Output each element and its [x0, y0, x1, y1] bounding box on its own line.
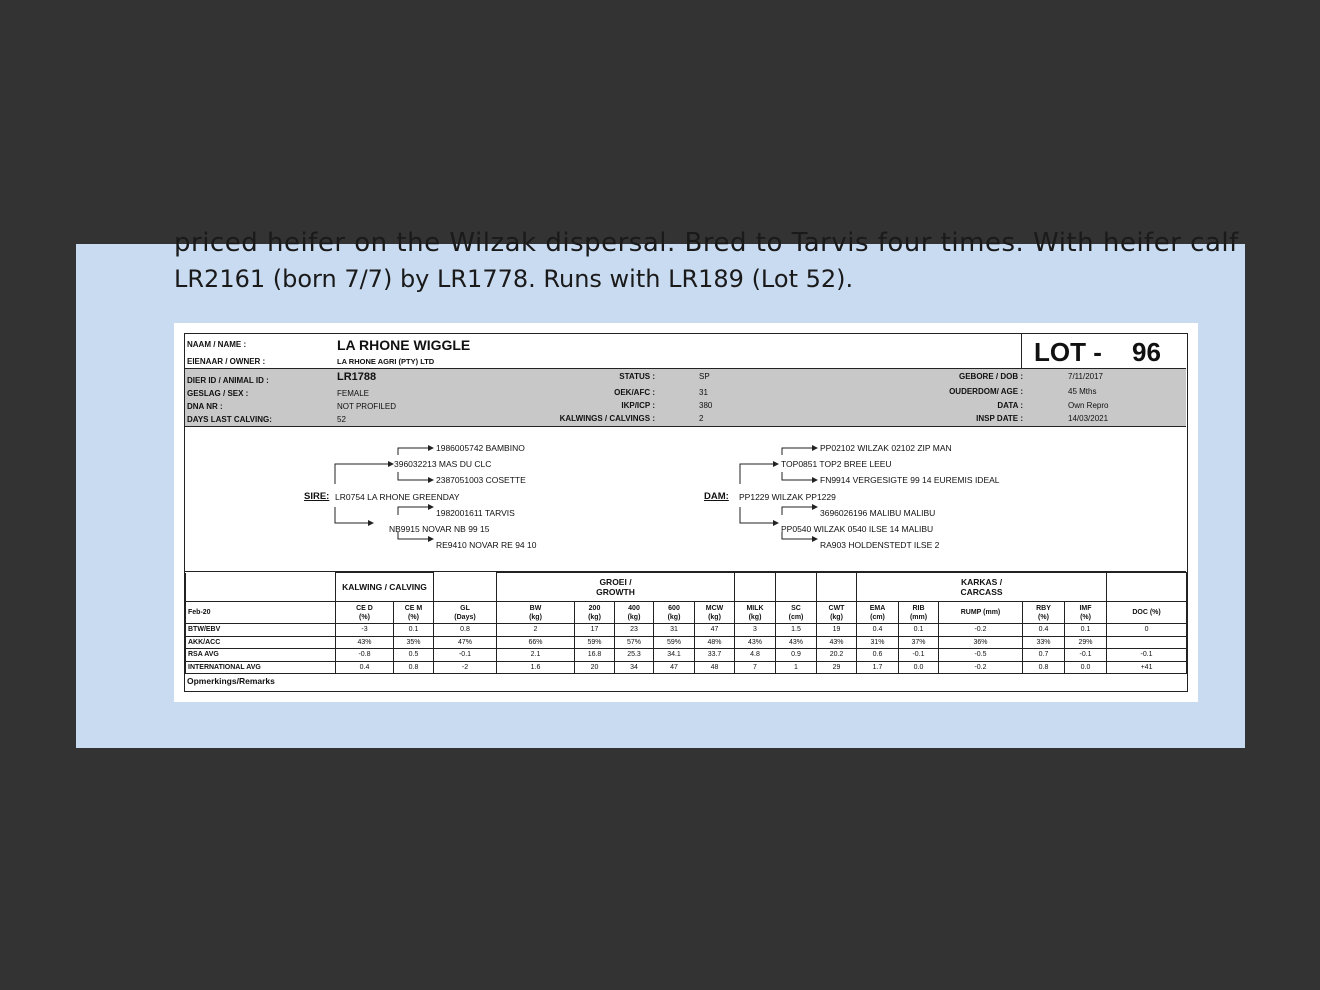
dam-dam-sire: 3696026196 MALIBU MALIBU	[820, 508, 936, 518]
status-label: STATUS :	[619, 372, 655, 381]
column-header	[1023, 602, 1065, 624]
table-cell: 29	[817, 661, 857, 674]
name-label: NAAM / NAME :	[187, 340, 247, 349]
table-cell: 16.8	[575, 649, 615, 662]
column-header-name: MILK	[746, 604, 764, 612]
table-cell: 33.7	[695, 649, 735, 662]
table-cell: 48%	[695, 636, 735, 649]
table-cell: 43%	[735, 636, 776, 649]
insp-date-value: 14/03/2021	[1068, 414, 1109, 423]
lot-label: LOT -	[1034, 337, 1102, 367]
column-header	[394, 602, 434, 624]
table-cell: 31%	[857, 636, 899, 649]
table-cell: 0	[1107, 624, 1187, 637]
animal-id-label: DIER ID / ANIMAL ID :	[187, 376, 269, 385]
table-cell: -0.1	[1065, 649, 1107, 662]
table-cell: 2	[497, 624, 575, 637]
column-header-name: RBY	[1036, 604, 1051, 612]
table-cell: 1	[776, 661, 817, 674]
age-value: 45 Mths	[1068, 387, 1097, 396]
column-header	[1107, 602, 1187, 624]
column-header-name: 200	[588, 604, 601, 612]
column-header-unit: (mm)	[909, 613, 928, 621]
column-header-unit: (kg)	[588, 613, 601, 621]
column-header-unit: (kg)	[748, 613, 762, 621]
animal-name: LA RHONE WIGGLE	[337, 337, 471, 353]
column-header	[735, 602, 776, 624]
row-label: AKK/ACC	[186, 636, 336, 649]
carcass-header-line2: CARCASS	[960, 587, 1003, 597]
age-label: OUDERDOM/ AGE :	[949, 387, 1023, 396]
table-cell: 25.3	[615, 649, 654, 662]
table-cell: 34.1	[654, 649, 695, 662]
afc-value: 31	[699, 388, 708, 397]
dam-sire: TOP0851 TOP2 BREE LEEU	[781, 459, 892, 469]
carcass-header-line1: KARKAS /	[960, 577, 1003, 587]
table-cell: 43%	[776, 636, 817, 649]
column-header-row	[186, 602, 1187, 624]
column-header	[336, 602, 394, 624]
table-cell: 47	[654, 661, 695, 674]
column-header	[1065, 602, 1107, 624]
table-cell: -0.2	[939, 661, 1023, 674]
data-value: Own Repro	[1068, 401, 1109, 410]
column-header-unit: (kg)	[667, 613, 681, 621]
table-cell: 0.1	[394, 624, 434, 637]
table-cell	[1107, 636, 1187, 649]
table-cell: 1.5	[776, 624, 817, 637]
current-text-line: LR2161 (born 7/7) by LR1778. Runs with LR189 (Lot 52).	[174, 265, 854, 293]
table-cell: 35%	[394, 636, 434, 649]
lot-card	[174, 323, 1198, 702]
table-cell: 0.8	[394, 661, 434, 674]
dam-label: DAM:	[704, 491, 729, 502]
dam-dam: PP0540 WILZAK 0540 ILSE 14 MALIBU	[781, 524, 934, 534]
name-band	[185, 334, 1186, 369]
sex-value: FEMALE	[337, 389, 370, 398]
icp-label: IKP/ICP :	[621, 401, 655, 410]
empty-cell	[817, 573, 857, 602]
sire-sire: 396032213 MAS DU CLC	[394, 459, 492, 469]
lot-box	[1021, 334, 1186, 369]
column-header-name: 400	[628, 604, 640, 612]
table-cell: 48	[695, 661, 735, 674]
lot-number: 96	[1132, 337, 1161, 367]
row-label: RSA AVG	[186, 649, 336, 662]
table-cell: 0.8	[1023, 661, 1065, 674]
column-header-name: GL	[460, 604, 470, 612]
table-cell: 0.1	[899, 624, 939, 637]
breeding-values-table	[185, 572, 1187, 674]
column-header-name: BW	[529, 604, 542, 612]
table-cell: 0.6	[857, 649, 899, 662]
table-cell: -0.1	[1107, 649, 1187, 662]
lot-sheet	[184, 333, 1188, 692]
table-cell: 47%	[434, 636, 497, 649]
previous-text-line: priced heifer on the Wilzak dispersal. Bred to Tarvis four times. With heifer calf	[174, 228, 1239, 258]
column-header-name: CE M	[404, 604, 423, 612]
document-panel	[76, 228, 1245, 748]
column-header-name: RIB	[912, 604, 925, 612]
table-cell: 0.4	[857, 624, 899, 637]
table-cell: 0.5	[394, 649, 434, 662]
dna-label: DNA NR :	[187, 402, 223, 411]
empty-cell	[776, 573, 817, 602]
column-header-name: EMA	[869, 604, 886, 612]
table-cell: +41	[1107, 661, 1187, 674]
days-last-calving-label: DAYS LAST CALVING:	[187, 415, 272, 424]
column-header	[817, 602, 857, 624]
dob-value: 7/11/2017	[1068, 372, 1103, 381]
empty-cell	[186, 573, 336, 602]
table-row	[186, 624, 1187, 637]
column-header-unit: (%)	[408, 613, 419, 621]
dna-value: NOT PROFILED	[337, 402, 396, 411]
table-cell: -0.2	[939, 624, 1023, 637]
column-header-unit: (kg)	[830, 613, 843, 621]
table-cell: 23	[615, 624, 654, 637]
table-cell: 2.1	[497, 649, 575, 662]
table-cell: -0.1	[434, 649, 497, 662]
table-cell: 1.6	[497, 661, 575, 674]
column-header	[575, 602, 615, 624]
growth-header-line1: GROEI /	[599, 577, 632, 587]
column-header	[776, 602, 817, 624]
details-band	[185, 369, 1186, 427]
table-cell: 57%	[615, 636, 654, 649]
empty-cell	[434, 573, 497, 602]
status-value: SP	[699, 372, 710, 381]
insp-date-label: INSP DATE :	[976, 414, 1023, 423]
table-cell: 0.0	[899, 661, 939, 674]
table-cell: 0.4	[336, 661, 394, 674]
table-row	[186, 636, 1187, 649]
table-cell: 7	[735, 661, 776, 674]
table-cell: 59%	[654, 636, 695, 649]
table-cell: 0.8	[434, 624, 497, 637]
column-header	[654, 602, 695, 624]
column-header-name: DOC (%)	[1132, 609, 1161, 616]
row-label: INTERNATIONAL AVG	[186, 661, 336, 674]
table-cell: 36%	[939, 636, 1023, 649]
column-header-name: 600	[668, 604, 680, 612]
owner-label: EIENAAR / OWNER :	[187, 357, 266, 366]
remarks-label: Opmerkings/Remarks	[187, 676, 275, 686]
column-header	[434, 602, 497, 624]
dam-name: PP1229 WILZAK PP1229	[739, 492, 836, 502]
calvings-label: KALWINGS / CALVINGS :	[559, 414, 655, 423]
table-cell: -3	[336, 624, 394, 637]
sire-name: LR0754 LA RHONE GREENDAY	[335, 492, 460, 502]
column-header	[857, 602, 899, 624]
sire-dam: NB9915 NOVAR NB 99 15	[389, 524, 490, 534]
table-cell: 1.7	[857, 661, 899, 674]
carcass-group-header	[857, 573, 1107, 602]
column-header	[939, 602, 1023, 624]
empty-cell	[735, 573, 776, 602]
table-cell: 19	[817, 624, 857, 637]
table-cell: 0.0	[1065, 661, 1107, 674]
table-cell: 59%	[575, 636, 615, 649]
column-header-unit: (%)	[1038, 613, 1049, 621]
table-cell: 66%	[497, 636, 575, 649]
table-cell: 0.9	[776, 649, 817, 662]
table-cell: 33%	[1023, 636, 1065, 649]
table-cell: -0.5	[939, 649, 1023, 662]
owner-value: LA RHONE AGRI (PTY) LTD	[337, 357, 435, 366]
column-header-name: CWT	[828, 604, 845, 612]
column-header-name: CE D	[356, 604, 373, 612]
days-last-calving-value: 52	[337, 415, 346, 424]
calvings-value: 2	[699, 414, 704, 423]
animal-id-value: LR1788	[337, 371, 377, 383]
table-cell: 29%	[1065, 636, 1107, 649]
column-header-name: RUMP (mm)	[960, 609, 1001, 616]
column-header	[615, 602, 654, 624]
sire-sire-sire: 1986005742 BAMBINO	[436, 443, 525, 453]
column-header-unit: (Days)	[454, 613, 476, 621]
table-cell: 47	[695, 624, 735, 637]
column-header-unit: (cm)	[870, 613, 885, 621]
table-cell: 0.1	[1065, 624, 1107, 637]
table-cell: 37%	[899, 636, 939, 649]
group-header-row	[186, 573, 1187, 602]
column-header-unit: (cm)	[788, 613, 804, 621]
table-cell: 0.7	[1023, 649, 1065, 662]
dam-sire-dam: FN9914 VERGESIGTE 99 14 EUREMIS IDEAL	[820, 475, 1000, 485]
column-header-unit: (%)	[359, 613, 370, 621]
table-cell: 4.8	[735, 649, 776, 662]
table-row	[186, 649, 1187, 662]
column-header-unit: (kg)	[529, 613, 542, 621]
dam-dam-dam: RA903 HOLDENSTEDT ILSE 2	[820, 540, 940, 550]
sire-dam-clip	[389, 524, 500, 534]
sire-dam-sire: 1982001611 TARVIS	[436, 508, 515, 518]
table-cell: -0.1	[899, 649, 939, 662]
icp-value: 380	[699, 401, 713, 410]
table-cell: 20.2	[817, 649, 857, 662]
table-cell: 17	[575, 624, 615, 637]
calving-group-header: KALWING / CALVING	[336, 573, 434, 602]
table-cell: -0.8	[336, 649, 394, 662]
column-header	[899, 602, 939, 624]
data-label: DATA :	[997, 401, 1023, 410]
column-header-name: MCW	[705, 604, 724, 612]
table-cell: 0.4	[1023, 624, 1065, 637]
table-cell: 20	[575, 661, 615, 674]
column-header-unit: (%)	[1080, 613, 1091, 621]
dam-sire-sire: PP02102 WILZAK 02102 ZIP MAN	[820, 443, 952, 453]
sire-sire-dam: 2387051003 COSETTE	[436, 475, 526, 485]
column-header	[695, 602, 735, 624]
afc-label: OEK/AFC :	[614, 388, 655, 397]
table-cell: 43%	[336, 636, 394, 649]
table-cell: 31	[654, 624, 695, 637]
sire-label: SIRE:	[304, 491, 330, 502]
row-label: BTW/EBV	[186, 624, 336, 637]
table-row	[186, 661, 1187, 674]
sex-label: GESLAG / SEX :	[187, 389, 249, 398]
column-header-name: IMF	[1079, 604, 1092, 612]
column-header-unit: (kg)	[627, 613, 641, 621]
empty-cell	[1107, 573, 1187, 602]
date-label: Feb-20	[186, 602, 336, 624]
table-cell: 34	[615, 661, 654, 674]
table-cell: 43%	[817, 636, 857, 649]
table-cell: -2	[434, 661, 497, 674]
sire-dam-dam: RE9410 NOVAR RE 94 10	[436, 540, 537, 550]
dob-label: GEBORE / DOB :	[958, 372, 1023, 381]
pedigree-section	[185, 427, 1186, 572]
column-header	[497, 602, 575, 624]
growth-header-line2: GROWTH	[596, 587, 635, 597]
column-header-unit: (kg)	[708, 613, 721, 621]
growth-group-header	[497, 573, 735, 602]
column-header-name: SC	[791, 604, 801, 612]
table-cell: 3	[735, 624, 776, 637]
